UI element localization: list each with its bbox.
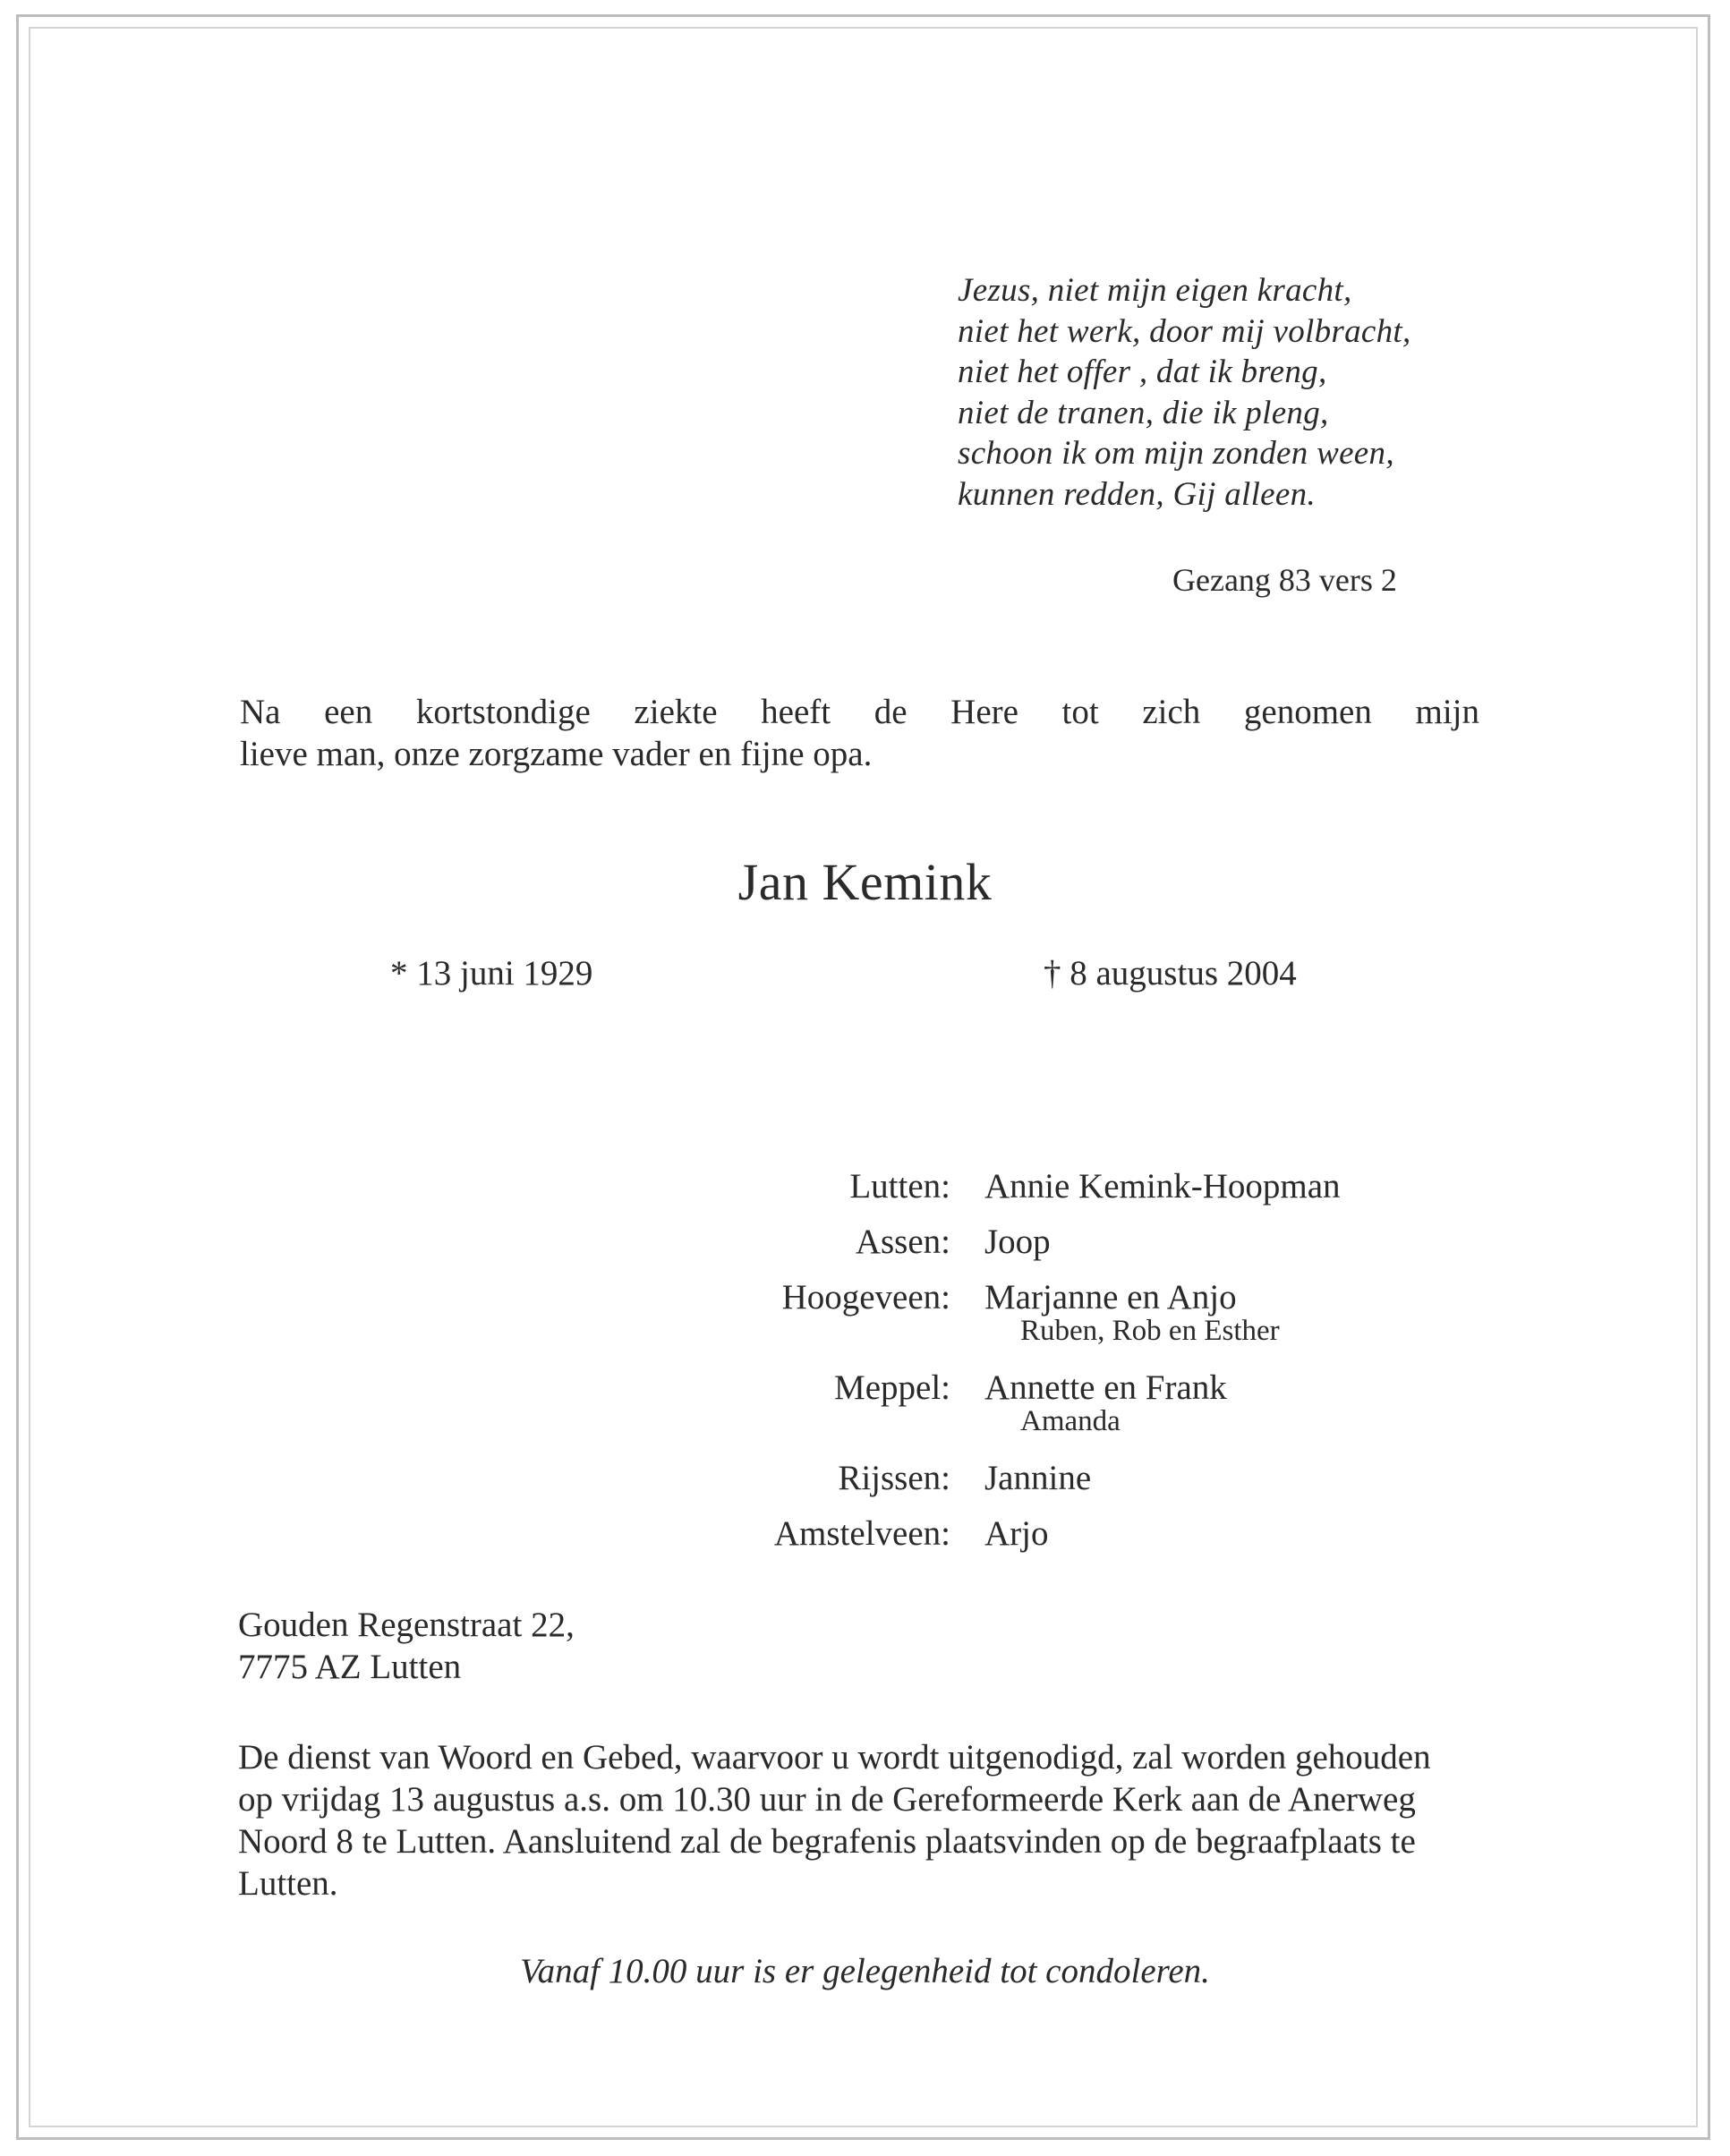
verse-reference: Gezang 83 vers 2 (1172, 562, 1397, 598)
relative-name: Jannine (984, 1459, 1092, 1497)
relative-name: Annette en Frank (984, 1368, 1227, 1407)
verse-line: niet de tranen, die ik pleng, (958, 394, 1329, 431)
relative-grandchildren: Amanda (1020, 1405, 1121, 1437)
verse-block (958, 270, 1411, 515)
service-announcement: De dienst van Woord en Gebed, waarvoor u wordt uitgenodigd, zal worden gehouden op vrijdag 13 augustus a.s. om 10.30 uur in de Gereformeerde Kerk aan de Anerweg Noord 8 te Lutten. Aansluitend zal de begrafenis plaatsvinden op de begraafplaats te Lutten. (238, 1738, 1431, 1903)
relative-place: Meppel: (834, 1368, 950, 1407)
verse-line: schoon ik om mijn zonden ween, (958, 435, 1394, 472)
condolence-note: Vanaf 10.00 uur is er gelegenheid tot condoleren. (520, 1952, 1210, 1990)
relative-name: Annie Kemink-Hoopman (984, 1167, 1341, 1206)
intro-line: lieve man, onze zorgzame vader en fijne opa. (240, 735, 873, 773)
intro-line: Na een kortstondige ziekte heeft de Here tot zich genomen mijn (240, 693, 1479, 731)
home-address (238, 1604, 575, 1688)
relative-name: Joop (984, 1223, 1051, 1261)
address-city: 7775 AZ Lutten (238, 1648, 462, 1686)
address-street: Gouden Regenstraat 22, (238, 1606, 575, 1644)
relative-name: Arjo (984, 1514, 1049, 1553)
relative-place: Assen: (855, 1223, 950, 1261)
death-date: † 8 augustus 2004 (1044, 954, 1297, 993)
relative-grandchildren: Ruben, Rob en Esther (1020, 1315, 1280, 1347)
relative-place: Lutten: (849, 1167, 950, 1206)
relative-place: Rijssen: (838, 1459, 950, 1497)
verse-line: niet het offer , dat ik breng, (958, 354, 1327, 390)
relative-place: Amstelveen: (773, 1514, 950, 1553)
relative-name: Marjanne en Anjo (984, 1278, 1237, 1317)
relative-place: Hoogeveen: (781, 1278, 950, 1317)
intro-paragraph (240, 691, 1479, 775)
verse-line: Jezus, niet mijn eigen kracht, (958, 272, 1352, 309)
verse-line: niet het werk, door mij volbracht, (958, 312, 1411, 350)
birth-date: * 13 juni 1929 (390, 954, 593, 993)
verse-line: kunnen redden, Gij alleen. (958, 475, 1316, 513)
deceased-name: Jan Kemink (737, 853, 993, 911)
